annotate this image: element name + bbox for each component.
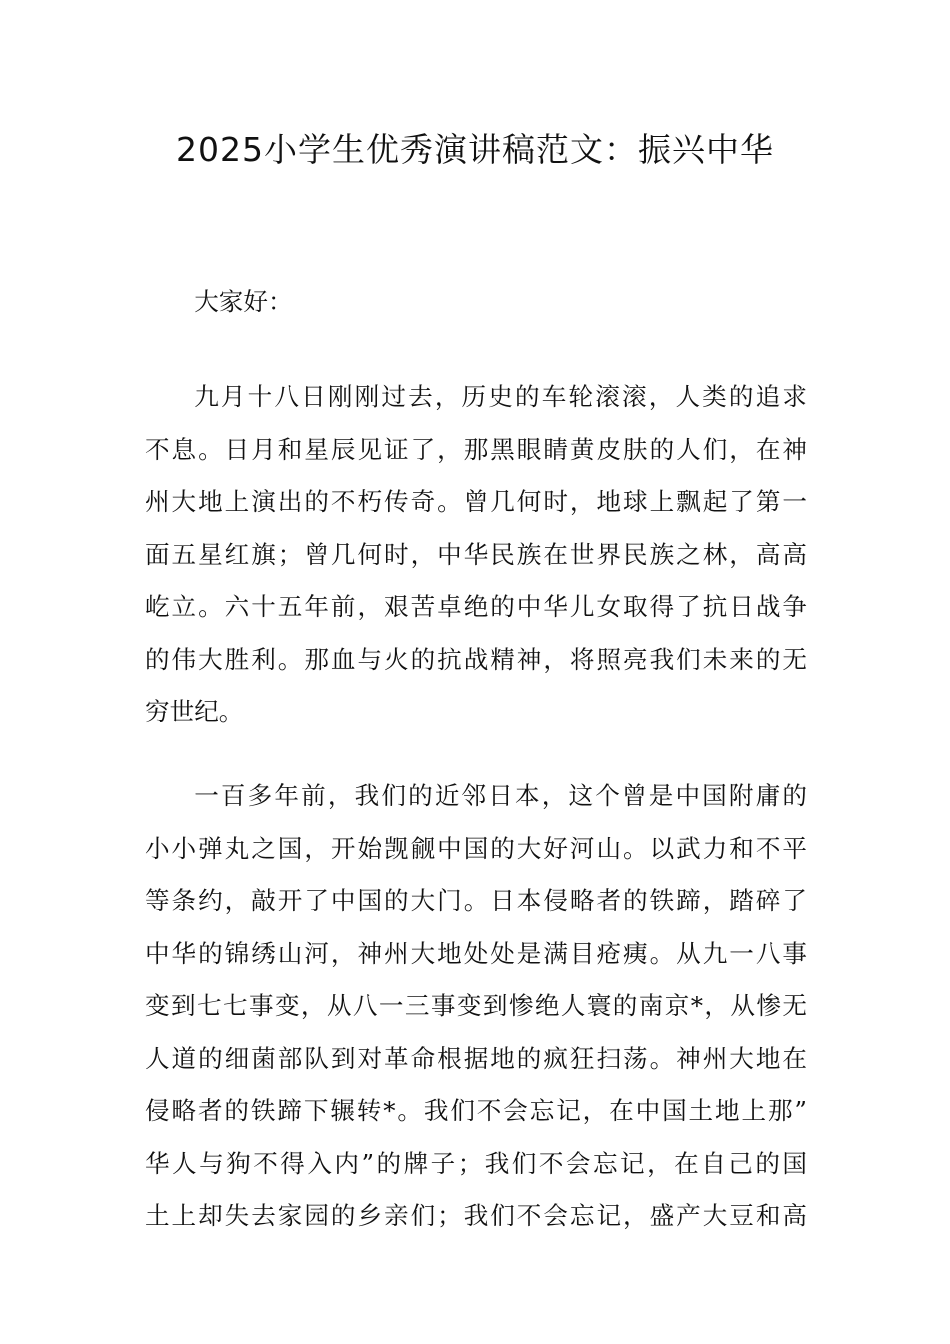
paragraph-1 [145, 371, 807, 739]
paragraph-1-line: 屹立。六十五年前，艰苦卓绝的中华儿女取得了抗日战争 [145, 592, 807, 621]
document-title: 2025小学生优秀演讲稿范文：振兴中华 [176, 130, 774, 169]
paragraph-2-line: 等条约，敲开了中国的大门。日本侵略者的铁蹄，踏碎了 [145, 886, 807, 915]
paragraph-1-line: 不息。日月和星辰见证了，那黑眼睛黄皮肤的人们，在神 [145, 434, 807, 464]
paragraph-1-line: 州大地上演出的不朽传奇。曾几何时，地球上飘起了第一 [145, 487, 807, 516]
paragraph-2-line: 中华的锦绣山河，神州大地处处是满目疮痍。从九一八事 [145, 938, 807, 968]
paragraph-1-line: 面五星红旗；曾几何时，中华民族在世界民族之林，高高 [145, 539, 807, 569]
paragraph-2-line: 侵略者的铁蹄下辗转*。我们不会忘记，在中国土地上那” [145, 1096, 807, 1125]
paragraph-1-line: 的伟大胜利。那血与火的抗战精神，将照亮我们未来的无 [145, 644, 807, 674]
paragraph-2-line: 华人与狗不得入内”的牌子；我们不会忘记，在自己的国 [145, 1148, 807, 1178]
paragraph-2-line: 小小弹丸之国，开始觊觎中国的大好河山。以武力和不平 [145, 833, 807, 863]
greeting: 大家好： [194, 287, 293, 316]
paragraph-2 [145, 770, 807, 1243]
paragraph-1-line: 九月十八日刚刚过去，历史的车轮滚滚，人类的追求 [194, 382, 807, 411]
paragraph-2-line: 变到七七事变，从八一三事变到惨绝人寰的南京*，从惨无 [145, 991, 807, 1020]
paragraph-2-line: 人道的细菌部队到对革命根据地的疯狂扫荡。神州大地在 [145, 1043, 807, 1073]
paragraph-2-line: 一百多年前，我们的近邻日本，这个曾是中国附庸的 [194, 781, 807, 810]
paragraph-2-line: 土上却失去家园的乡亲们；我们不会忘记，盛产大豆和高 [145, 1201, 807, 1230]
paragraph-1-line: 穷世纪。 [145, 697, 244, 726]
